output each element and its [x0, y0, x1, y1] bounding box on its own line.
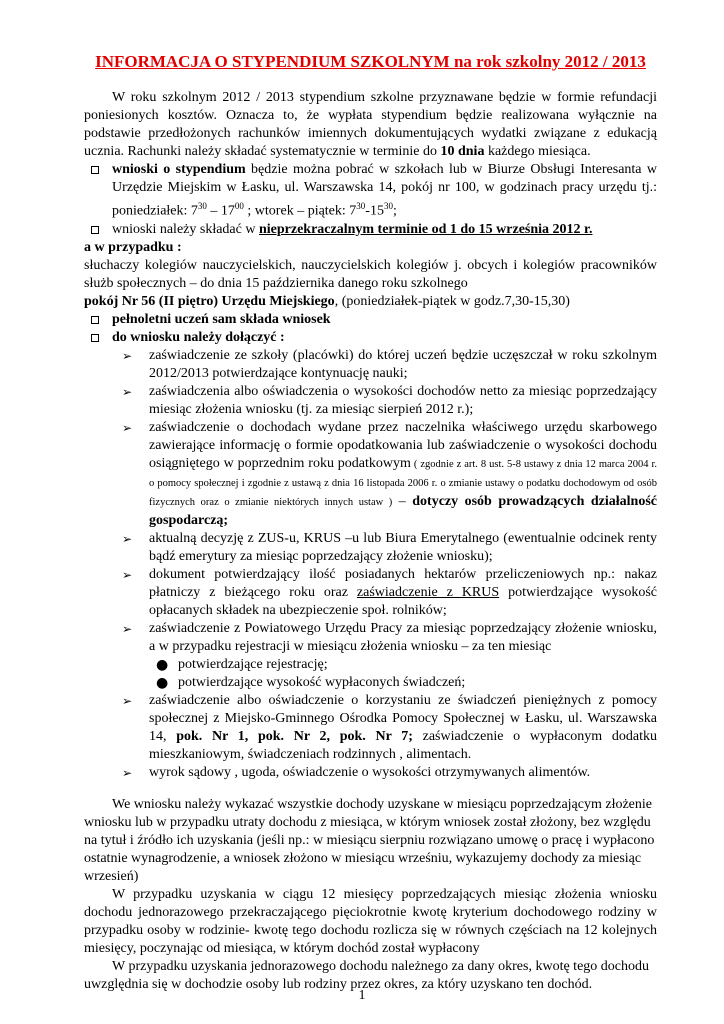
- attachment-text: zaświadczenia albo oświadczenia o wysokości dochodów netto za miesiąc poprzedzający miesiąc złożenia wniosku (tj. za miesiąc sierpień 2012 r.);: [149, 383, 657, 417]
- adult-text: pełnoletni uczeń sam składa wniosek: [112, 311, 331, 327]
- income-paragraph: We wniosku należy wykazać wszystkie dochody uzyskane w miesiącu poprzedzającym złożenie wniosku lub w przypadku utraty dochodu z miesiąca, w którym wniosek został złożony, bez względu na tytuł i źródło ich uzyskania (jeśli np.: w miesiącu sierpniu rozwiązano umowę o pracę i wypłacono ostatnie wynagrodzenie, a wniosek złożono w miesiącu wrześniu, wykazujemy dochody za miesiąc wrzesień): [84, 796, 655, 884]
- intro-paragraph: [84, 89, 657, 161]
- attachment-text: wyrok sądowy , ugoda, oświadczenie o wysokości otrzymywanych alimentów.: [149, 764, 591, 780]
- deadline-text: wnioski należy składać w: [112, 221, 259, 237]
- lump-sum-paragraph: W przypadku uzyskania w ciągu 12 miesięcy poprzedzających miesiąc złożenia wniosku dochodu jednorazowego przekraczającego pięciokrotnie kwotę kryterium dochodowego rodziny w przypadku osoby w rodzinie- kwotę tego dochodu rozlicza się w równych częściach na 12 kolejnych miesięcy, poczynając od miesiąca, w którym dochód został wypłacony: [84, 886, 657, 956]
- attachment-note: dotyczy osób prowadzących działalność gospodarczą;: [149, 493, 657, 528]
- special-heading: [84, 239, 657, 257]
- room-label: pokój Nr 56 (II piętro) Urzędu Miejskiego: [84, 293, 335, 309]
- document-title: INFORMACJA O STYPENDIUM SZKOLNYM na rok szkolny 2012 / 2013: [95, 52, 646, 71]
- list-item-attach: [84, 329, 657, 347]
- attachment-item: [84, 383, 657, 419]
- arrow-bullet-icon: ➢: [122, 384, 133, 399]
- attachment-item: [84, 419, 657, 530]
- dot-bullet-icon: ●: [156, 674, 169, 691]
- attachment-text: zaświadczenie o dochodach wydane przez naczelnika właściwego urzędu skarbowego zawierające informację o formie opodatkowania lub zaświadczenie o wysokości dochodu osiągniętego w poprzednim roku podatkowym: [149, 419, 657, 471]
- document-body: [84, 89, 657, 994]
- attach-heading: do wniosku należy dołączyć :: [112, 329, 285, 345]
- attachment-text: zaświadczenie z Powiatowego Urzędu Pracy za miesiąc poprzedzający złożenie wniosku, a w przypadku rejestracji w miesiącu złożenia wniosku – za ten miesiąc: [149, 620, 657, 654]
- special-text: słuchaczy kolegiów nauczycielskich, nauczycielskich kolegiów j. obcych i kolegiów pracowników służb społecznych – do dnia 15 października danego roku szkolnego: [84, 257, 657, 291]
- arrow-bullet-icon: ➢: [122, 420, 133, 435]
- period-income-paragraph: W przypadku uzyskania jednorazowego dochodu należnego za dany okres, kwotę tego dochodu uwzględnia się w dochodzie osoby lub rodziny przez okres, za który uzyskano ten dochód.: [84, 958, 650, 992]
- time-text: ; wtorek – piątek: 7: [243, 203, 357, 219]
- time-sup: 00: [234, 201, 244, 211]
- time-sup: 30: [383, 201, 393, 211]
- room-info: [84, 293, 657, 311]
- time-sup: 30: [356, 201, 366, 211]
- attachment-text: zaświadczenie o wypłaconym dodatku mieszkaniowym, świadczeniach rodzinnych , alimentach.: [149, 728, 657, 762]
- attachment-text: potwierdzające wysokość opłacanych składek na ubezpieczenie społ. rolników;: [149, 584, 657, 618]
- intro-text: W roku szkolnym 2012 / 2013 stypendium szkolne przyznawane będzie w formie refundacji poniesionych kosztów. Oznacza to, że wypłata stypendium będzie realizowana wyłącznie na podstawie przedłożonych rachunków imiennych dokumentujących wydatki związane z edukacją ucznia. Rachunki należy składać systematycznie w terminie do: [84, 90, 657, 159]
- square-bullet-icon: [91, 334, 99, 342]
- special-heading-text: a w przypadku :: [84, 239, 182, 255]
- attachment-text: aktualną decyzję z ZUS-u, KRUS –u lub Biura Emerytalnego (ewentualnie odcinek renty bądź emerytury za miesiąc poprzedzający złożenie wniosku);: [149, 530, 657, 564]
- square-bullet-icon: [91, 166, 99, 174]
- intro-deadline: 10 dnia: [440, 144, 485, 159]
- arrow-bullet-icon: ➢: [122, 693, 133, 708]
- attachment-item: [84, 620, 657, 656]
- attachment-item: [84, 692, 657, 764]
- deadline-dates: nieprzekraczalnym terminie od 1 do 15 września 2012 r.: [258, 221, 593, 237]
- list-item-deadline: [84, 221, 657, 239]
- arrow-bullet-icon: ➢: [122, 765, 133, 780]
- arrow-bullet-icon: ➢: [122, 348, 133, 363]
- attachment-item: [84, 347, 657, 383]
- time-text: -15: [365, 203, 384, 219]
- room-numbers: pok. Nr 1, pok. Nr 2, pok. Nr 7;: [176, 728, 413, 744]
- arrow-bullet-icon: ➢: [122, 531, 133, 546]
- square-bullet-icon: [91, 316, 99, 324]
- time-text: ;: [392, 203, 397, 219]
- arrow-bullet-icon: ➢: [122, 621, 133, 636]
- page-number: 1: [358, 988, 366, 1003]
- list-item-adult: [84, 311, 657, 329]
- room-hours: , (poniedziałek-piątek w godz.7,30-15,30): [334, 293, 570, 309]
- krus-underline: zaświadczenie z KRUS: [356, 584, 500, 600]
- time-sup: 30: [197, 201, 207, 211]
- dot-bullet-icon: ●: [156, 656, 169, 673]
- dash: –: [392, 493, 413, 509]
- intro-text-end: każdego miesiąca.: [484, 144, 591, 159]
- attachment-item: [84, 530, 657, 566]
- attachment-item: [84, 764, 657, 782]
- time-text: – 17: [206, 203, 235, 219]
- attachment-item: [84, 566, 657, 620]
- attachment-text: zaświadczenie albo oświadczenie o korzystaniu ze świadczeń pieniężnych z pomocy społecznej z Miejsko-Gminnego Ośrodka Pomocy Społecznej w Łasku, ul. Warszawska 14,: [149, 692, 657, 744]
- square-bullet-icon: [91, 226, 99, 234]
- attachment-text: zaświadczenie ze szkoły (placówki) do której uczeń będzie uczęszczał w roku szkolnym 2012/2013 potwierdzające kontynuację nauki;: [149, 347, 657, 381]
- list-item-forms: [84, 161, 657, 221]
- arrow-bullet-icon: ➢: [122, 567, 133, 582]
- attachment-text: dokument potwierdzający ilość posiadanych hektarów przeliczeniowych np.: nakaz płatniczy z bieżącego roku oraz: [149, 566, 657, 600]
- legal-reference: ( zgodnie z art. 8 ust. 5-8 ustawy z dnia 12 marca 2004 r. o pomocy społecznej i zgodnie z ustawą z dnia 16 listopada 2006 r. o zmianie ustawy o podatku dochodowym od osób fizycznych oraz o zmianie niektórych innych ustaw ): [149, 458, 657, 508]
- forms-label: wnioski o stypendium: [112, 162, 246, 177]
- forms-text: będzie można pobrać w szkołach lub w Biurze Obsługi Interesanta w Urzędzie Miejskim w Łasku, ul. Warszawska 14, pokój nr 100, w godzinach pracy urzędu tj.: poniedziałek: 7: [112, 162, 658, 219]
- sub-item: [84, 674, 657, 692]
- sub-item-text: potwierdzające rejestrację;: [178, 656, 328, 672]
- sub-item-text: potwierdzające wysokość wypłaconych świadczeń;: [178, 674, 466, 690]
- sub-item: [84, 656, 657, 674]
